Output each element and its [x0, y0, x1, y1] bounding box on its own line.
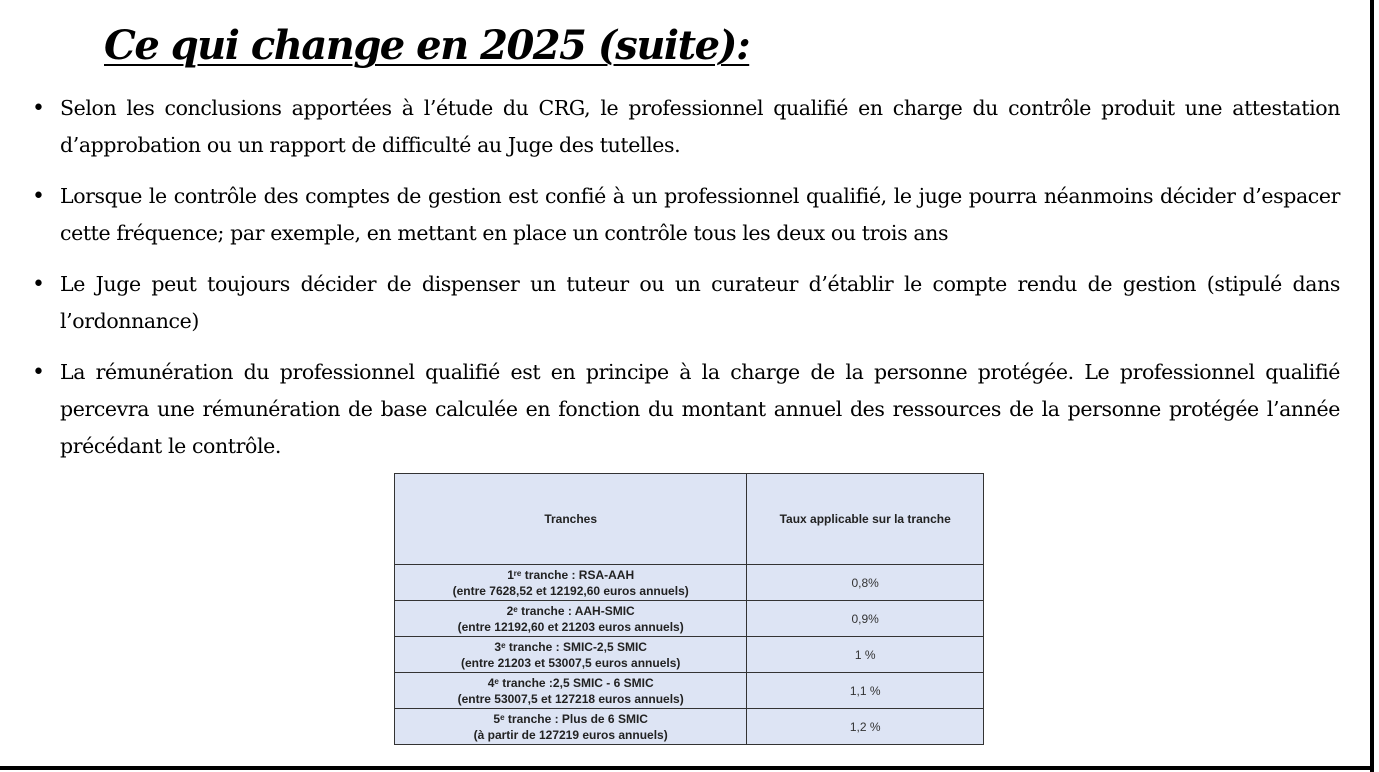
tranche-range: (à partir de 127219 euros annuels)	[473, 727, 668, 742]
bullet-text: Le Juge peut toujours décider de dispenser un tuteur ou un curateur d’établir le compte rendu de gestion (stipulé dans l’ordonnance)	[60, 272, 1340, 333]
tranche-label: 4ᵉ tranche :2,5 SMIC - 6 SMIC	[487, 675, 654, 690]
slide-frame-right-edge	[1370, 0, 1374, 772]
tranche-cell	[395, 709, 747, 745]
tranche-range: (entre 12192,60 et 21203 euros annuels)	[457, 619, 684, 634]
remuneration-rates-table	[394, 473, 984, 745]
bullet-dot-icon: •	[32, 272, 45, 297]
bullet-text: Selon les conclusions apportées à l’étude du CRG, le professionnel qualifié en charge du contrôle produit une attestation d’approbation ou un rapport de difficulté au Juge des tutelles.	[60, 96, 1340, 157]
tranche-label: 2ᵉ tranche : AAH-SMIC	[506, 603, 635, 618]
rate-cell: 0,8%	[747, 565, 984, 601]
rate-cell: 1,2 %	[747, 709, 984, 745]
tranche-label: 3ᵉ tranche : SMIC-2,5 SMIC	[494, 639, 647, 654]
tranche-cell	[395, 637, 747, 673]
table-row	[395, 709, 984, 745]
bullet-dot-icon: •	[32, 360, 45, 385]
rate-cell: 0,9%	[747, 601, 984, 637]
tranche-range: (entre 53007,5 et 127218 euros annuels)	[457, 691, 684, 706]
slide-title: Ce qui change en 2025 (suite):	[104, 22, 750, 69]
bullet-list	[28, 90, 1340, 479]
table-header-row	[395, 474, 984, 565]
bullet-item	[28, 266, 1340, 340]
tranche-cell	[395, 565, 747, 601]
header-taux: Taux applicable sur la tranche	[747, 474, 984, 565]
tranche-range: (entre 21203 et 53007,5 euros annuels)	[460, 655, 681, 670]
tranche-cell	[395, 601, 747, 637]
bullet-text: Lorsque le contrôle des comptes de gestion est confié à un professionnel qualifié, le juge pourra néanmoins décider d’espacer cette fréquence; par exemple, en mettant en place un contrôle tous les deux ou trois ans	[60, 184, 1340, 245]
table-row	[395, 637, 984, 673]
rate-cell: 1,1 %	[747, 673, 984, 709]
bullet-dot-icon: •	[32, 96, 45, 121]
header-tranches: Tranches	[395, 474, 747, 565]
rate-cell: 1 %	[747, 637, 984, 673]
bullet-text: La rémunération du professionnel qualifié est en principe à la charge de la personne protégée. Le professionnel qualifié percevra une rémunération de base calculée en fonction du montant annuel des ressources de la personne protégée l’année précédant le contrôle.	[60, 360, 1340, 458]
tranche-label: 5ᵉ tranche : Plus de 6 SMIC	[493, 711, 648, 726]
table-row	[395, 673, 984, 709]
bullet-dot-icon: •	[32, 184, 45, 209]
tranche-cell	[395, 673, 747, 709]
table-row	[395, 565, 984, 601]
slide-frame-bottom-edge	[0, 766, 1374, 770]
tranche-range: (entre 7628,52 et 12192,60 euros annuels)	[452, 583, 689, 598]
bullet-item	[28, 178, 1340, 252]
bullet-item	[28, 354, 1340, 465]
bullet-item	[28, 90, 1340, 164]
table-row	[395, 601, 984, 637]
tranche-label: 1ʳᵉ tranche : RSA-AAH	[507, 567, 635, 582]
